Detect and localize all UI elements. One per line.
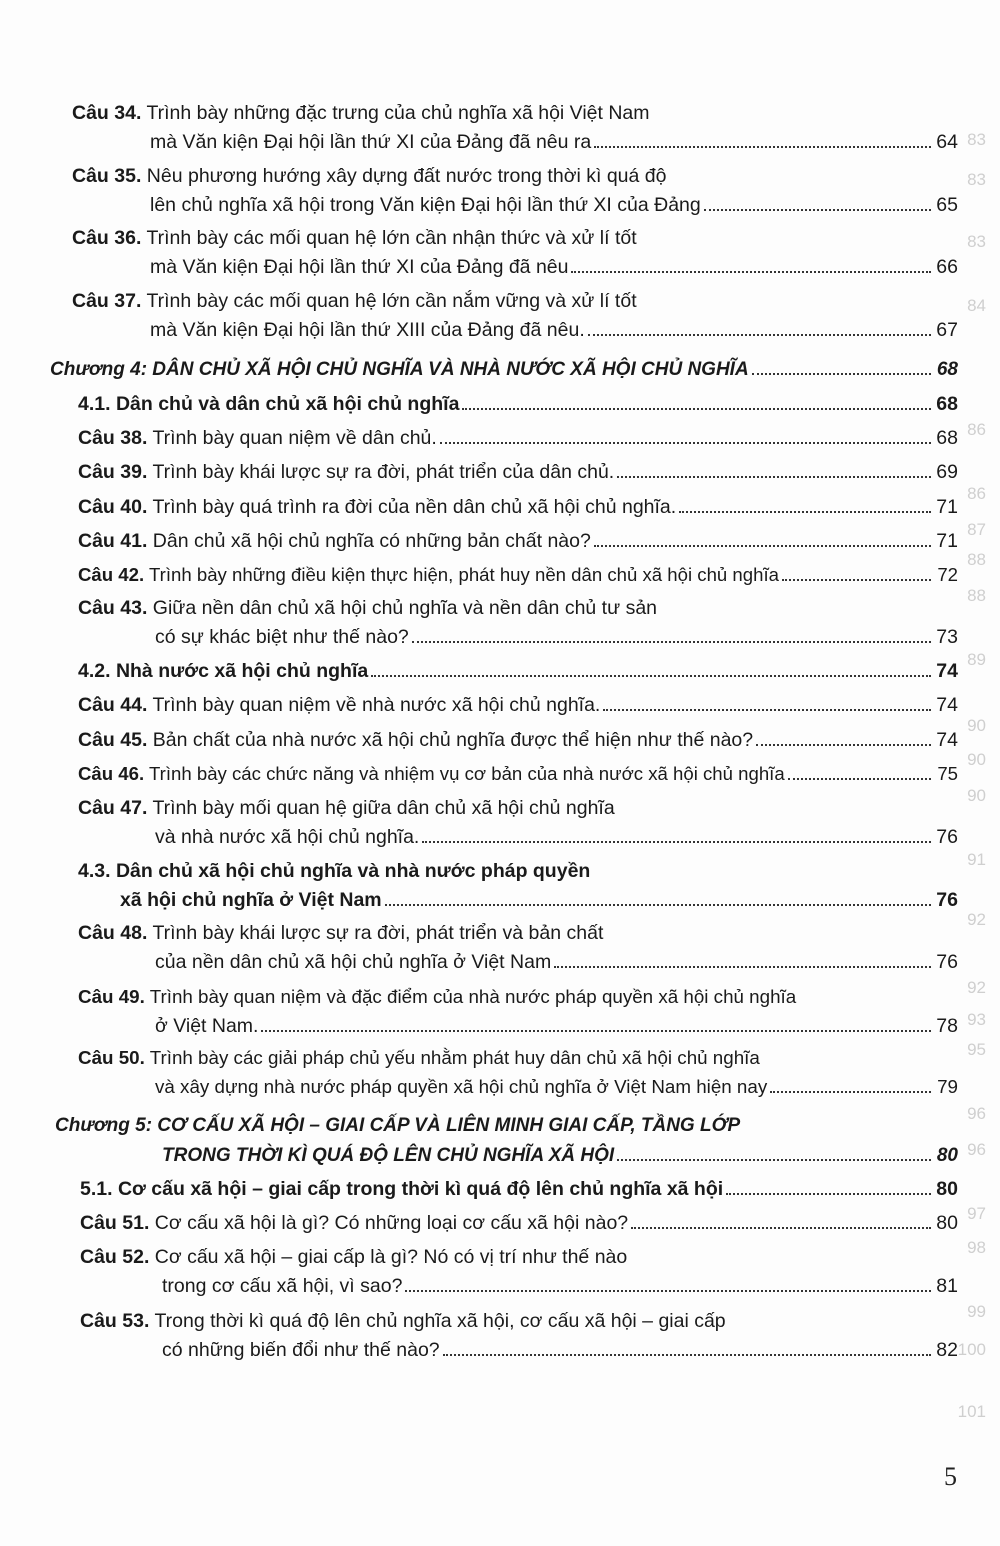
bleed-through-number: 97 bbox=[967, 1204, 986, 1223]
entry-text: Trình bày khái lược sự ra đời, phát triển và bản chất bbox=[152, 922, 604, 944]
entry-text: Trình bày mối quan hệ giữa dân chủ xã hội chủ nghĩa bbox=[152, 797, 615, 819]
entry-label: Câu 39. bbox=[78, 461, 148, 483]
chapter-title: TRONG THỜI KÌ QUÁ ĐỘ LÊN CHỦ NGHĨA XÃ HỘI bbox=[162, 1145, 615, 1166]
leader-dots bbox=[782, 562, 931, 581]
page-ref: 64 bbox=[936, 131, 958, 153]
leader-dots bbox=[462, 391, 931, 410]
entry-text: lên chủ nghĩa xã hội trong Văn kiện Đại hội lần thứ XI của Đảng bbox=[150, 194, 701, 216]
section-title: 4.1. Dân chủ và dân chủ xã hội chủ nghĩa bbox=[78, 393, 460, 415]
page-ref: 80 bbox=[936, 1178, 958, 1200]
entry-text: Trình bày những điều kiện thực hiện, phát huy nền dân chủ xã hội chủ nghĩa bbox=[148, 564, 779, 585]
entry-text: Trình bày các chức năng và nhiệm vụ cơ bản của nhà nước xã hội chủ nghĩa bbox=[148, 763, 785, 784]
page-ref: 74 bbox=[936, 660, 958, 682]
leader-dots bbox=[371, 658, 931, 677]
entry-text: Trình bày các mối quan hệ lớn cần nhận thức và xử lí tốt bbox=[146, 227, 637, 249]
chapter-title: Chương 4: DÂN CHỦ XÃ HỘI CHỦ NGHĨA VÀ NHÀ NƯỚC XÃ HỘI CHỦ NGHĨA bbox=[50, 359, 749, 380]
entry-text: ở Việt Nam. bbox=[155, 1015, 259, 1037]
entry-text: Cơ cấu xã hội – giai cấp là gì? Nó có vị trí như thế nào bbox=[154, 1246, 628, 1268]
page-ref: 71 bbox=[936, 496, 958, 518]
leader-dots bbox=[554, 949, 931, 968]
entry-text: Trình bày quan niệm về nhà nước xã hội chủ nghĩa. bbox=[152, 694, 601, 716]
entry-text: Trình bày các giải pháp chủ yếu nhằm phát huy dân chủ xã hội chủ nghĩa bbox=[149, 1047, 760, 1068]
entry-text: mà Văn kiện Đại hội lần thứ XI của Đảng đã nêu ra bbox=[150, 131, 592, 153]
entry-label: Câu 43. bbox=[78, 597, 148, 619]
entry-label: Câu 53. bbox=[80, 1310, 150, 1332]
leader-dots bbox=[617, 1142, 931, 1161]
entry-text: Nêu phương hướng xây dựng đất nước trong thời kì quá độ bbox=[146, 165, 667, 187]
leader-dots bbox=[405, 1273, 931, 1292]
entry-label: Câu 38. bbox=[78, 427, 148, 449]
leader-dots bbox=[603, 692, 931, 711]
leader-dots bbox=[617, 459, 931, 478]
entry-text: mà Văn kiện Đại hội lần thứ XIII của Đảng đã nêu. bbox=[150, 319, 585, 341]
page-ref: 71 bbox=[936, 530, 958, 552]
entry-text: trong cơ cấu xã hội, vì sao? bbox=[162, 1275, 403, 1297]
entry-text: và nhà nước xã hội chủ nghĩa. bbox=[155, 826, 420, 848]
entry-text: Giữa nền dân chủ xã hội chủ nghĩa và nền dân chủ tư sản bbox=[152, 597, 658, 619]
bleed-through-number: 83 bbox=[967, 130, 986, 149]
entry-label: Câu 44. bbox=[78, 694, 148, 716]
leader-dots bbox=[788, 761, 931, 780]
leader-dots bbox=[756, 727, 931, 746]
bleed-through-number: 87 bbox=[967, 520, 986, 539]
leader-dots bbox=[679, 494, 931, 513]
bleed-through-number: 90 bbox=[967, 786, 986, 805]
leader-dots bbox=[588, 317, 931, 336]
leader-dots bbox=[726, 1176, 931, 1195]
page-ref: 76 bbox=[936, 889, 958, 911]
entry-text: mà Văn kiện Đại hội lần thứ XI của Đảng đã nêu bbox=[150, 256, 569, 278]
page-ref: 80 bbox=[936, 1212, 958, 1234]
entry-text: Cơ cấu xã hội là gì? Có những loại cơ cấu xã hội nào? bbox=[154, 1212, 629, 1234]
entry-text: có những biến đổi như thế nào? bbox=[162, 1339, 440, 1361]
bleed-through-number: 89 bbox=[967, 650, 986, 669]
leader-dots bbox=[422, 824, 931, 843]
page-ref: 66 bbox=[936, 256, 958, 278]
page-ref: 75 bbox=[937, 763, 958, 784]
page-ref: 74 bbox=[936, 729, 958, 751]
leader-dots bbox=[704, 192, 931, 211]
entry-label: Câu 36. bbox=[72, 227, 142, 249]
bleed-through-number: 92 bbox=[967, 978, 986, 997]
page-ref: 74 bbox=[936, 694, 958, 716]
entry-text: Trình bày các mối quan hệ lớn cần nắm vững và xử lí tốt bbox=[146, 290, 637, 312]
page-ref: 72 bbox=[937, 564, 958, 585]
entry-label: Câu 51. bbox=[80, 1212, 150, 1234]
leader-dots bbox=[594, 129, 931, 148]
bleed-through-number: 86 bbox=[967, 420, 986, 439]
bleed-through-number: 93 bbox=[967, 1010, 986, 1029]
bleed-through-number: 91 bbox=[967, 850, 986, 869]
entry-text: Trong thời kì quá độ lên chủ nghĩa xã hội, cơ cấu xã hội – giai cấp bbox=[154, 1310, 726, 1332]
page-ref: 65 bbox=[936, 194, 958, 216]
entry-label: Câu 37. bbox=[72, 290, 142, 312]
leader-dots bbox=[631, 1210, 931, 1229]
entry-label: Câu 50. bbox=[78, 1047, 145, 1068]
page-ref: 68 bbox=[936, 427, 958, 449]
leader-dots bbox=[385, 887, 931, 906]
entry-label: Câu 40. bbox=[78, 496, 148, 518]
leader-dots bbox=[770, 1074, 931, 1093]
entry-text: Trình bày quá trình ra đời của nền dân chủ xã hội chủ nghĩa. bbox=[152, 496, 677, 518]
bleed-through-number: 83 bbox=[967, 232, 986, 251]
page-ref: 76 bbox=[936, 951, 958, 973]
bleed-through-number: 84 bbox=[967, 296, 986, 315]
entry-text: của nền dân chủ xã hội chủ nghĩa ở Việt Nam bbox=[155, 951, 552, 973]
entry-text: Trình bày khái lược sự ra đời, phát triển của dân chủ. bbox=[152, 461, 615, 483]
leader-dots bbox=[261, 1013, 931, 1032]
entry-text: và xây dựng nhà nước pháp quyền xã hội chủ nghĩa ở Việt Nam hiện nay bbox=[155, 1076, 768, 1097]
entry-text: Trình bày quan niệm về dân chủ. bbox=[152, 427, 437, 449]
bleed-through-number: 88 bbox=[967, 586, 986, 605]
bleed-through-number: 96 bbox=[967, 1140, 986, 1159]
entry-label: Câu 34. bbox=[72, 102, 142, 124]
entry-label: Câu 49. bbox=[78, 986, 145, 1007]
page-number: 5 bbox=[944, 1462, 957, 1491]
page-ref: 82 bbox=[936, 1339, 958, 1361]
bleed-through-number: 100 bbox=[957, 1340, 986, 1359]
page-ref: 76 bbox=[936, 826, 958, 848]
section-title: 4.3. Dân chủ xã hội chủ nghĩa và nhà nước pháp quyền bbox=[78, 860, 591, 882]
page-ref: 79 bbox=[937, 1076, 958, 1097]
bleed-through-number: 95 bbox=[967, 1040, 986, 1059]
page-ref: 67 bbox=[936, 319, 958, 341]
entry-text: Dân chủ xã hội chủ nghĩa có những bản chất nào? bbox=[152, 530, 591, 552]
bleed-through-number: 96 bbox=[967, 1104, 986, 1123]
leader-dots bbox=[443, 1337, 931, 1356]
leader-dots bbox=[752, 356, 931, 375]
entry-label: Câu 46. bbox=[78, 763, 145, 784]
page-ref: 81 bbox=[936, 1275, 958, 1297]
entry-label: Câu 45. bbox=[78, 729, 148, 751]
page-ref: 80 bbox=[936, 1145, 958, 1166]
chapter-title: Chương 5: CƠ CẤU XÃ HỘI – GIAI CẤP VÀ LIÊN MINH GIAI CẤP, TẦNG LỚP bbox=[55, 1115, 741, 1136]
leader-dots bbox=[440, 425, 931, 444]
entry-text: Trình bày quan niệm và đặc điểm của nhà nước pháp quyền xã hội chủ nghĩa bbox=[149, 986, 797, 1007]
leader-dots bbox=[594, 528, 931, 547]
entry-label: Câu 42. bbox=[78, 564, 145, 585]
entry-label: Câu 52. bbox=[80, 1246, 150, 1268]
bleed-through-number: 88 bbox=[967, 550, 986, 569]
section-title: 4.2. Nhà nước xã hội chủ nghĩa bbox=[78, 660, 369, 682]
bleed-through-number: 90 bbox=[967, 716, 986, 735]
leader-dots bbox=[571, 254, 931, 273]
section-title: xã hội chủ nghĩa ở Việt Nam bbox=[120, 889, 382, 911]
leader-dots bbox=[412, 624, 931, 643]
entry-text: Trình bày những đặc trưng của chủ nghĩa xã hội Việt Nam bbox=[146, 102, 650, 124]
page-ref: 78 bbox=[936, 1015, 958, 1037]
entry-label: Câu 41. bbox=[78, 530, 148, 552]
entry-text: Bản chất của nhà nước xã hội chủ nghĩa được thể hiện như thế nào? bbox=[152, 729, 754, 751]
entry-label: Câu 48. bbox=[78, 922, 148, 944]
entry-label: Câu 35. bbox=[72, 165, 142, 187]
section-title: 5.1. Cơ cấu xã hội – giai cấp trong thời kì quá độ lên chủ nghĩa xã hội bbox=[80, 1178, 724, 1200]
page-ref: 68 bbox=[936, 393, 958, 415]
bleed-through-number: 92 bbox=[967, 910, 986, 929]
bleed-through-number: 86 bbox=[967, 484, 986, 503]
entry-text: có sự khác biệt như thế nào? bbox=[155, 626, 409, 648]
bleed-through-number: 99 bbox=[967, 1302, 986, 1321]
page-ref: 73 bbox=[936, 626, 958, 648]
bleed-through-number: 90 bbox=[967, 750, 986, 769]
entry-label: Câu 47. bbox=[78, 797, 148, 819]
page-ref: 68 bbox=[936, 359, 958, 380]
bleed-through-number: 101 bbox=[957, 1402, 986, 1421]
bleed-through-number: 83 bbox=[967, 170, 986, 189]
bleed-through-number: 98 bbox=[967, 1238, 986, 1257]
page-ref: 69 bbox=[936, 461, 958, 483]
